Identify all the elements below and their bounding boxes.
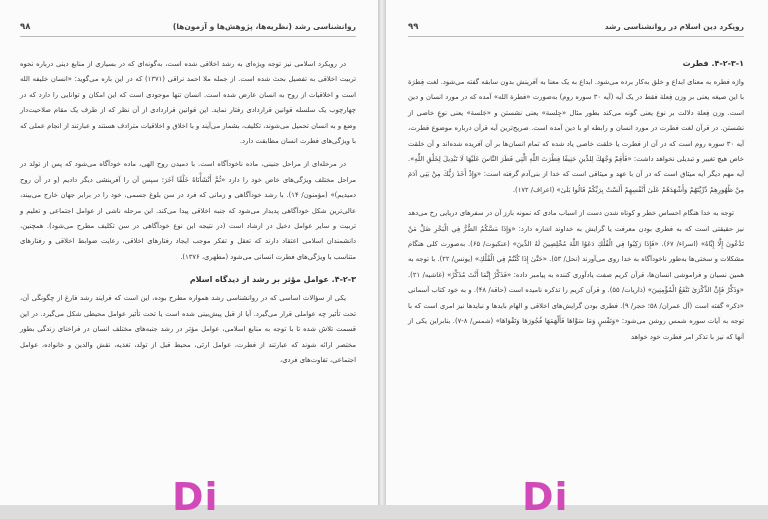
left-section-title: ۴-۲-۳. عوامل مؤثر بر رشد از دیدگاه اسلام — [189, 275, 356, 285]
right-watermark: Di — [522, 475, 569, 519]
left-section-paragraph: یکی از سؤالات اساسی که در روانشناسی رشد همواره مطرح بوده، این است که فرایند رشد فارغ از چگونگی آن، تحت تأثیر چه عواملی قرار می‌گیرد. آیا از قبل پیش‌بینی شده است یا تحت تأثیر عوامل محیطی شکل می‌گیرد. در این قسمت تلاش شده تا با توجه به منابع اسلامی، عوامل مؤثر در رشد جنبه‌های مختلف انسان در فراخنای زندگی بطور مختصر ارائه شوند که عبارتند از فطرت، عوامل ارثی، محیط قبل از تولد، تغذیه، نقش والدین و خانواده، عوامل اجتماعی، تفاوت‌های فردی، — [20, 294, 356, 364]
right-page-header — [408, 0, 744, 37]
right-section-title: ۴-۲-۳-۱. فطرت — [682, 59, 744, 68]
left-paragraph-1: در رویکرد اسلامی نیز توجه ویژه‌ای به رشد اخلاقی شده است، به‌گونه‌ای که در بسیاری از منابع دینی درباره نحوه تربیت اخلاقی به تفصیل بحث شده است. از جمله ملا احمد نراقی (۱۳۷۱) که در این باره می‌گوید: «انسان خلیفه الله است و اخلاقیات از روح به انسان عارض شده است. انسان تنها موجودی است که این امکان و توانایی را دارد که در چهارچوب یک سلسله قوانین قراردادی رفتار نماید. این قوانین قراردادی از آن نظر که از طرف یک مقام صلاحیت‌دار وضع و به انسان تحمیل می‌شوند، تکلیف، بشمار می‌آیند و با اخلاق و اخلاقیات مترادف هستند و عبارتند از انجام عملی که با ویژگی‌های فطرت انسان مطابقت دارد. — [20, 60, 356, 146]
left-paragraph-2: در مرحله‌ای از مراحل جنینی، ماده ناخودآگاه است. با دمیدن روح الهی، ماده خودآگاه می‌شود که پس از تولد در مراحل مختلف ویژگی‌های خاص خود را دارد «ثُمَّ أَنْشَأْنَاهُ خَلْقًا آخَرَ؛ سپس آن را آفرینشی دیگر دادیم (و در آن روح دمیدیم)» (مؤمنون/ ۱۴). با رشد خودآگاهی و زمانی که فرد در سن بلوغ جسمی، خود را در برابر جهان خارج می‌بیند، عالی‌ترین شکل خودآگاهی پدیدار می‌شود که جنبه اخلاقی پیدا می‌کند. این مرحله ناشی از عوامل اجتماعی و تعلیم و تربیت و سایر عوامل دخیل در ارشاد است (در نتیجه این نوع خودآگاهی در سن تکلیف مطرح می‌شود). همچنین، دانشمندان اسلامی اعتقاد دارند که تعقل و تفکر موجب ایجاد رفتارهای اخلاقی، رعایت ضوابط اخلاقی و رفتارهای متناسب با ویژگی‌های فطرت انسانی می‌شود (مطهری، ۱۳۷۶). — [20, 160, 356, 261]
right-header-title: رویکرد دین اسلام در روانشناسی رشد — [604, 22, 744, 31]
left-watermark: Di — [172, 475, 219, 519]
right-page — [386, 0, 768, 505]
left-page-number: ۹۸ — [20, 22, 31, 32]
right-paragraph-1: واژه فطره به معنای ابداع و خلق به‌کار برده می‌شود. ابداع به یک معنا به آفرینش بدون سابقه گفته می‌شود. لغت فِطرَة با این صیغه یعنی بر وزن فِعلة فقط در یک آیه (آیه ۳۰ سوره روم) به‌صورت «فطرة الله» آمده که در مورد انسان و دین است. وزن فِعلة دلالت بر نوع یعنی گونه می‌کند بطور مثال «جِلسة» یعنی نشستن و «جَلسة» یعنی نوعِ خاصی از نشستن. در قرآن لغت فطرت در مورد انسان و رابطه او با دین آمده است. صریح‌ترین آیه قرآن درباره موضوع فطرت، آیه ۳۰ سوره روم است که در آن از فطرت یا خلقت خاصی یاد شده که تمام انسان‌ها بر آن آفریده شده‌اند و آن خلقت خاص هیچ تغییر و تبدیلی نخواهد داشت: «فَأَقِمْ وَجْهَكَ لِلدِّينِ حَنِيفًا فِطْرَتَ اللَّهِ الَّتِي فَطَرَ النَّاسَ عَلَيْهَا لَا تَبْدِيلَ لِخَلْقِ اللَّهِ». آیه مهم دیگر آیه میثاق است که در آن با عهد و میثاقی است که خدا از بنی‌آدم گرفته است: «وَإِذْ أَخَذَ رَبُّكَ مِنْ بَنِي آدَمَ مِنْ ظُهُورِهِمْ ذُرِّيَّتَهُمْ وَأَشْهَدَهُمْ عَلَىٰ أَنْفُسِهِمْ أَلَسْتُ بِرَبِّكُمْ قَالُوا بَلَىٰ» (اعراف/ ۱۷۲). — [408, 78, 744, 194]
right-paragraph-2: توجه به خدا هنگام احساس خطر و کوتاه شدن دست از اسباب مادی که نمونه بارز آن در سفرهای دریایی رخ می‌دهد نیز حقیقتی است که به فطری بودن معرفت یا گرایش به خداوند اشاره دارد: «وَإِذَا مَسَّكُمُ الضُّرُّ فِي الْبَحْرِ ضَلَّ مَنْ تَدْعُونَ إِلَّا إِيَّاهُ» (اسراء/ ۶۷). «فَإِذَا رَكِبُوا فِي الْفُلْكِ دَعَوُا اللَّهَ مُخْلِصِينَ لَهُ الدِّينَ» (عنکبوت/ ۶۵). به‌صورت کلی هنگام مشکلات و سختی‌ها به‌طور ناخودآگاه به خدا روی می‌آورند (نحل/ ۵۳). «حَتَّىٰ إِذَا كُنْتُمْ فِي الْفُلْكِ» (یونس/ ۲۲). با توجه به همین نسیان و فراموشی انسان‌ها، قرآن کریم صفت یادآوری کننده به پیامبر داده: «فَذَكِّرْ إِنَّمَا أَنْتَ مُذَكِّرٌ» (غاشیه/ ۲۱). «وَذَكِّرْ فَإِنَّ الذِّكْرَىٰ تَنْفَعُ الْمُؤْمِنِينَ» (ذاریات/ ۵۵). و قرآن کریم را تذکره نامیده است (حاقه/ ۴۸). و به خود کتاب آسمانی «ذکر» گفته است (آل عمران/ ۵۸؛ حجر/ ۹). فطری بودن گرایش‌های اخلاقی و الهام بایدها و نبایدها نیز امری است که با توجه به آیات سوره شمس روشن می‌شود: «وَنَفْسٍ وَمَا سَوَّاهَا فَأَلْهَمَهَا فُجُورَهَا وَتَقْوَاهَا» (شمس/ ۸-۷). بنابراین یکی از آنها که نیز با تذکر امر فطرت خود خواهد — [408, 209, 744, 341]
left-page-header — [20, 0, 356, 37]
left-page — [0, 0, 378, 505]
left-header-title: روانشناسی رشد (نظریه‌ها، پژوهش‌ها و آزمون‌ها) — [172, 22, 356, 31]
book-spine — [378, 0, 386, 505]
right-page-number: ۹۹ — [408, 22, 419, 32]
